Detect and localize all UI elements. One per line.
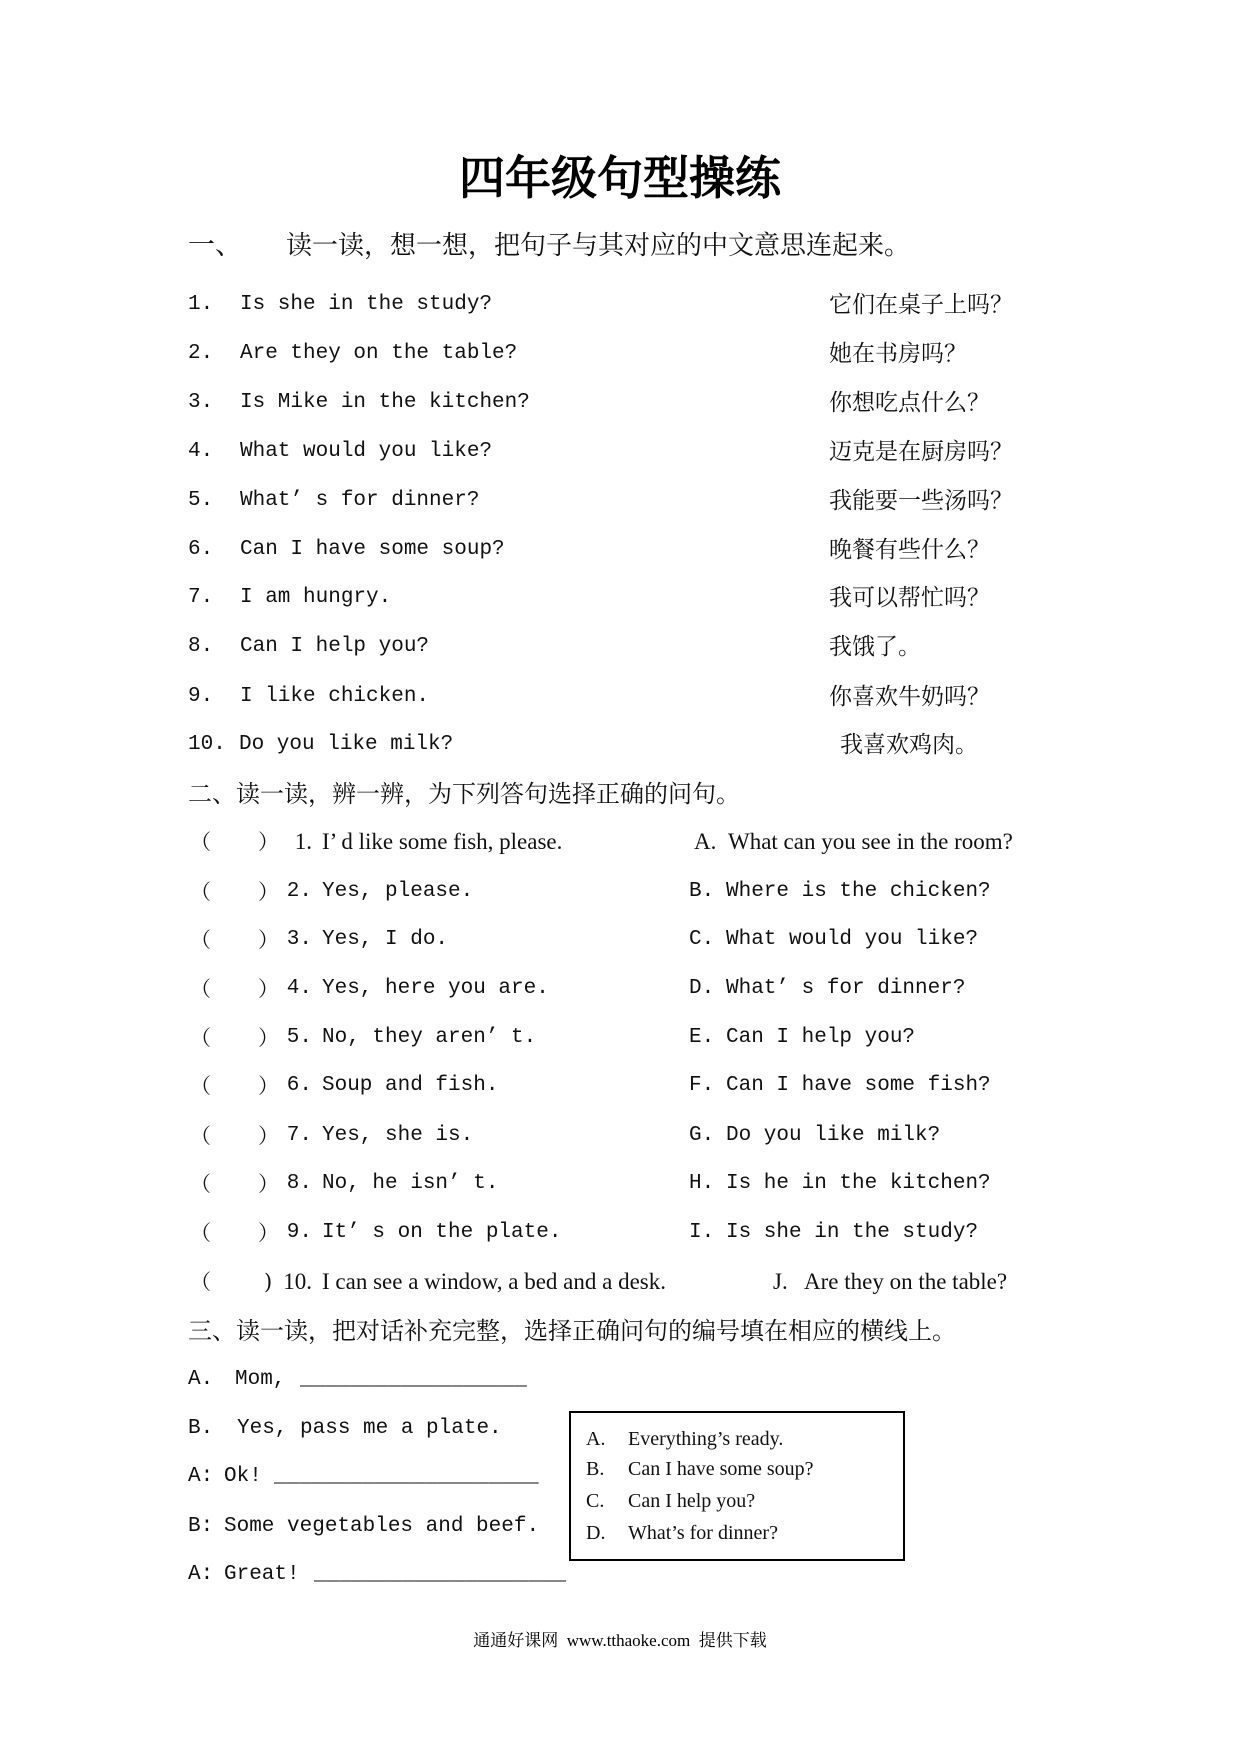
chinese-meaning: 我饿了。 <box>829 634 921 660</box>
section1-item <box>0 483 1240 519</box>
footer-credit: 通通好课网 www.tthaoke.com 提供下载 <box>473 1631 767 1650</box>
chinese-meaning: 它们在桌子上吗？ <box>829 292 1013 318</box>
section2-item <box>0 1020 1240 1056</box>
answer-sentence: Yes, please. <box>322 880 474 903</box>
chinese-meaning: 迈克是在厨房吗？ <box>829 439 1013 465</box>
item-number: 10. <box>188 733 226 756</box>
answer-blank-close: ） <box>258 977 279 1001</box>
item-number: 1. <box>188 293 214 316</box>
section2-item <box>0 1264 1240 1300</box>
answer-blank-open: （ <box>190 1124 211 1148</box>
answer-blank-open: （ <box>190 928 211 952</box>
question-letter: A. <box>694 829 717 854</box>
speaker-label: B: <box>188 1515 214 1538</box>
section3-heading: 三、读一读，把对话补充完整，选择正确问句的编号填在相应的横线上。 <box>188 1317 956 1345</box>
section2-item <box>0 1118 1240 1154</box>
speaker-label: A: <box>188 1563 214 1586</box>
speaker-label: A. <box>188 1368 214 1391</box>
chinese-meaning: 晚餐有些什么？ <box>829 537 990 563</box>
section2-heading: 二、读一读，辨一辨，为下列答句选择正确的问句。 <box>188 780 740 808</box>
section1-item <box>0 679 1240 715</box>
question-letter: J. <box>773 1269 788 1294</box>
question-sentence: Is she in the study? <box>726 1221 979 1244</box>
question-letter: C. <box>689 928 715 951</box>
option-item <box>571 1424 903 1454</box>
question-sentence: What would you like? <box>726 928 979 951</box>
question-sentence: Can I have some fish? <box>726 1074 991 1097</box>
question-letter: E. <box>689 1026 715 1049</box>
answer-sentence: I’ d like some fish, please. <box>322 829 563 854</box>
english-sentence: What would you like? <box>240 440 493 463</box>
item-number: 8. <box>188 635 214 658</box>
item-number: 4. <box>286 977 312 1000</box>
option-letter: D. <box>586 1522 606 1544</box>
section1-item <box>0 629 1240 665</box>
fill-in-blank: _____________________ <box>274 1465 539 1488</box>
section1-item <box>0 532 1240 568</box>
speaker-label: A: <box>188 1465 214 1488</box>
answer-blank-close: ） <box>258 830 279 854</box>
option-text: What’s for dinner? <box>628 1522 778 1544</box>
answer-blank-close: ） <box>258 880 279 904</box>
answer-blank-close: ） <box>258 1221 279 1245</box>
dialogue-text: Ok! <box>224 1465 262 1488</box>
dialogue-line <box>0 1362 1240 1398</box>
answer-sentence: I can see a window, a bed and a desk. <box>322 1269 667 1294</box>
section1-item <box>0 580 1240 616</box>
question-sentence: Are they on the table? <box>804 1269 1008 1294</box>
item-number: 6. <box>188 538 214 561</box>
answer-blank-open: （ <box>190 1270 211 1294</box>
dialogue-text: Great! <box>224 1563 300 1586</box>
chinese-meaning: 你想吃点什么？ <box>829 390 990 416</box>
question-sentence: What can you see in the room? <box>728 829 1013 854</box>
english-sentence: Is she in the study? <box>240 293 493 316</box>
question-sentence: Do you like milk? <box>726 1124 941 1147</box>
item-number: 1. <box>294 829 312 854</box>
question-options-box <box>569 1411 905 1561</box>
answer-blank-open: （ <box>190 1172 211 1196</box>
question-letter: B. <box>689 880 715 903</box>
item-number: 5. <box>188 489 214 512</box>
section3-heading-row <box>0 1313 1240 1349</box>
option-item <box>571 1486 903 1516</box>
section1-item <box>0 385 1240 421</box>
answer-sentence: Yes, here you are. <box>322 977 549 1000</box>
item-number: 10. <box>283 1269 312 1294</box>
item-number: 6. <box>286 1074 312 1097</box>
answer-blank-close: ） <box>258 1026 279 1050</box>
question-letter: G. <box>689 1124 715 1147</box>
item-number: 2. <box>286 880 312 903</box>
chinese-meaning: 我能要一些汤吗？ <box>829 488 1013 514</box>
page-title: 四年级句型操练 <box>459 151 781 205</box>
section1-item <box>0 434 1240 470</box>
chinese-meaning: 她在书房吗？ <box>829 341 967 367</box>
item-number: 4. <box>188 440 214 463</box>
english-sentence: Can I help you? <box>240 635 430 658</box>
answer-blank-close: ） <box>258 928 279 952</box>
question-sentence: Is he in the kitchen? <box>726 1172 991 1195</box>
question-sentence: What’ s for dinner? <box>726 977 966 1000</box>
answer-blank-close: ） <box>258 1074 279 1098</box>
item-number: 9. <box>188 685 214 708</box>
item-number: 3. <box>286 928 312 951</box>
english-sentence: I am hungry. <box>240 586 392 609</box>
dialogue-text: Mom, <box>235 1368 286 1391</box>
section1-instruction: 读一读，想一想，把句子与其对应的中文意思连起来。 <box>286 231 911 261</box>
section2-heading-row <box>0 776 1240 812</box>
section2-item <box>0 1068 1240 1104</box>
item-number: 2. <box>188 342 214 365</box>
english-sentence: Are they on the table? <box>240 342 518 365</box>
english-sentence: What’ s for dinner? <box>240 489 480 512</box>
chinese-meaning: 你喜欢牛奶吗？ <box>829 684 990 710</box>
option-text: Can I have some soup? <box>628 1458 814 1480</box>
item-number: 7. <box>188 586 214 609</box>
question-sentence: Where is the chicken? <box>726 880 991 903</box>
answer-sentence: Soup and fish. <box>322 1074 499 1097</box>
item-number: 5. <box>286 1026 312 1049</box>
answer-blank-close: ) <box>264 1270 273 1294</box>
english-sentence: Can I have some soup? <box>240 538 505 561</box>
fill-in-blank: __________________ <box>300 1368 527 1391</box>
answer-sentence: No, they aren’ t. <box>322 1026 537 1049</box>
answer-blank-close: ） <box>258 1124 279 1148</box>
answer-blank-open: （ <box>190 1221 211 1245</box>
option-letter: B. <box>586 1458 605 1480</box>
section2-item <box>0 1166 1240 1202</box>
option-item <box>571 1518 903 1548</box>
option-letter: C. <box>586 1490 605 1512</box>
chinese-meaning: 我喜欢鸡肉。 <box>840 732 978 758</box>
speaker-label: B. <box>188 1417 214 1440</box>
fill-in-blank: ____________________ <box>314 1563 567 1586</box>
answer-sentence: No, he isn’ t. <box>322 1172 499 1195</box>
answer-blank-open: （ <box>190 977 211 1001</box>
question-letter: I. <box>689 1221 715 1244</box>
section2-item <box>0 971 1240 1007</box>
item-number: 9. <box>286 1221 312 1244</box>
option-text: Can I help you? <box>628 1490 756 1512</box>
answer-sentence: It’ s on the plate. <box>322 1221 562 1244</box>
question-sentence: Can I help you? <box>726 1026 916 1049</box>
answer-blank-open: （ <box>190 830 211 854</box>
section1-item <box>0 336 1240 372</box>
section2-item <box>0 1215 1240 1251</box>
section2-item <box>0 824 1240 860</box>
option-text: Everything’s ready. <box>628 1428 784 1450</box>
answer-blank-open: （ <box>190 1074 211 1098</box>
item-number: 3. <box>188 391 214 414</box>
english-sentence: Do you like milk? <box>239 733 454 756</box>
option-letter: A. <box>586 1428 606 1450</box>
question-letter: F. <box>689 1074 715 1097</box>
item-number: 7. <box>286 1124 312 1147</box>
answer-sentence: Yes, I do. <box>322 928 449 951</box>
section1-number: 一、 <box>188 230 242 261</box>
dialogue-line <box>0 1557 1240 1593</box>
english-sentence: I like chicken. <box>240 685 430 708</box>
option-item <box>571 1454 903 1484</box>
dialogue-text: Some vegetables and beef. <box>224 1515 540 1538</box>
dialogue-text: Yes, pass me a plate. <box>237 1417 502 1440</box>
item-number: 8. <box>286 1172 312 1195</box>
question-letter: H. <box>689 1172 715 1195</box>
english-sentence: Is Mike in the kitchen? <box>240 391 530 414</box>
answer-sentence: Yes, she is. <box>322 1124 474 1147</box>
question-letter: D. <box>689 977 715 1000</box>
answer-blank-close: ） <box>258 1172 279 1196</box>
section1-heading <box>0 228 1240 264</box>
section1-item <box>0 727 1240 763</box>
answer-blank-open: （ <box>190 1026 211 1050</box>
chinese-meaning: 我可以帮忙吗？ <box>829 585 990 611</box>
section2-item <box>0 874 1240 910</box>
section2-item <box>0 922 1240 958</box>
answer-blank-open: （ <box>190 880 211 904</box>
section1-item <box>0 287 1240 323</box>
